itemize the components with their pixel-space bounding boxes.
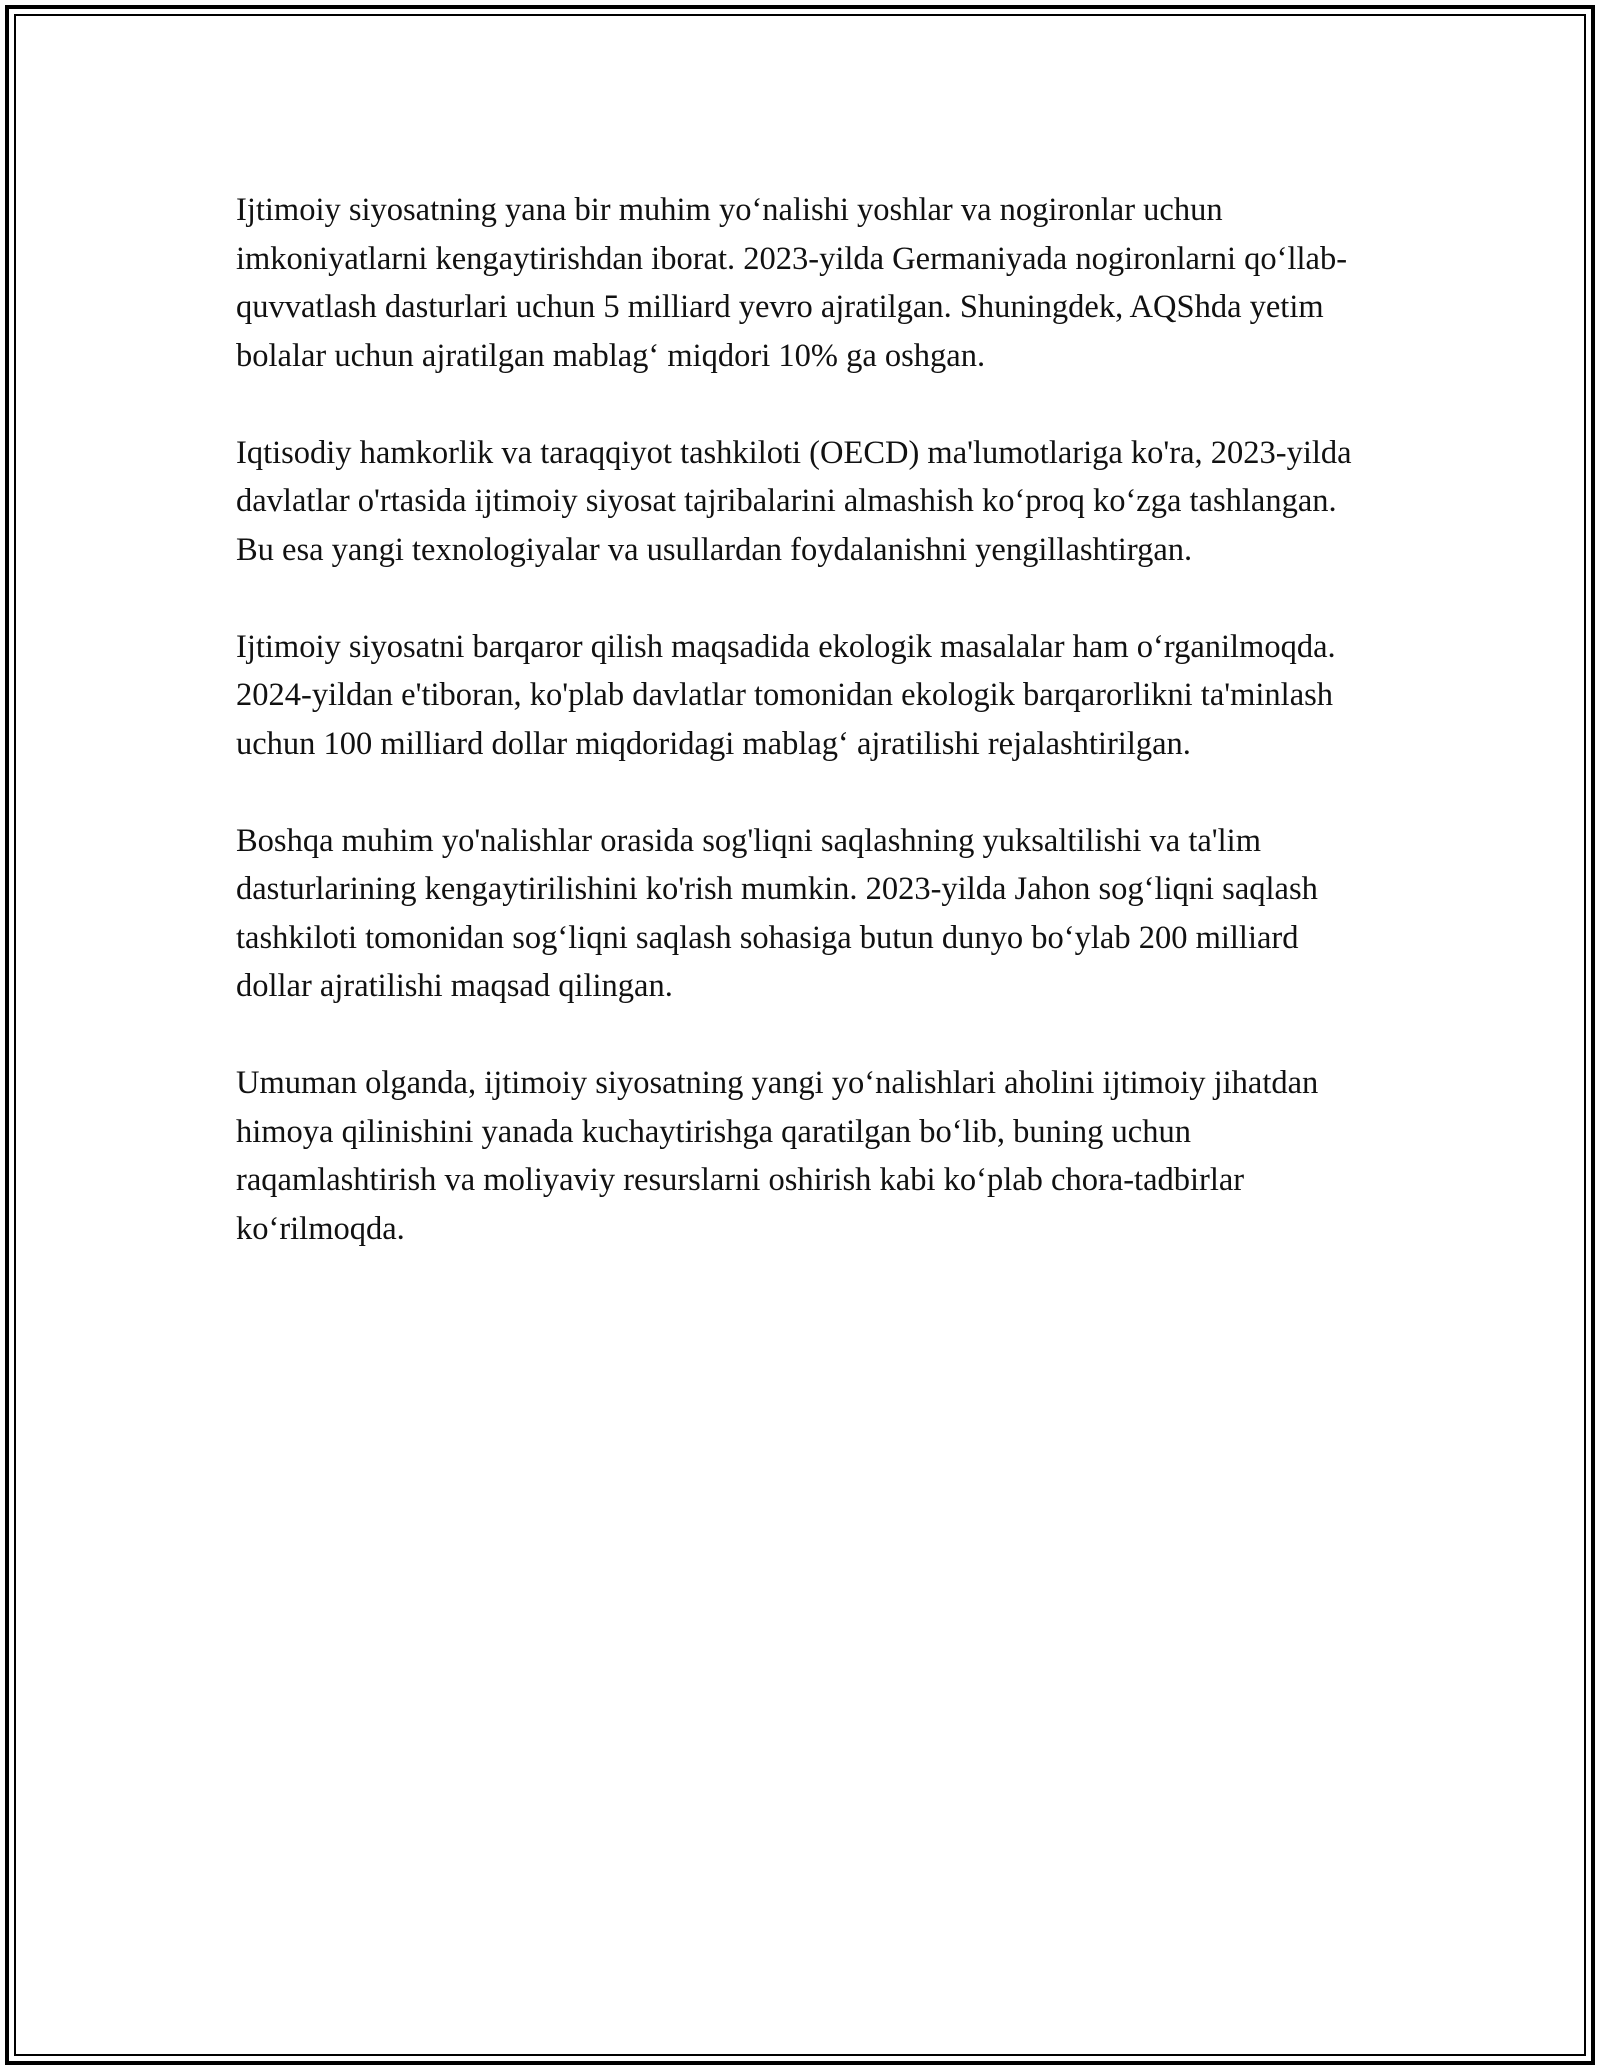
paragraph-5: Umuman olganda, ijtimoiy siyosatning yangi yo‘nalishlari aholini ijtimoiy jihatdan himoya qilinishini yanada kuchaytirishga qaratilgan bo‘lib, buning uchun raqamlashtirish va moliyaviy resurslarni oshirish kabi ko‘plab chora-tadbirlar ko‘rilmoqda. [236,1065,1319,1247]
paragraph-1: Ijtimoiy siyosatning yana bir muhim yo‘nalishi yoshlar va nogironlar uchun imkoniyatlarni kengaytirishdan iborat. 2023-yilda Germaniyada nogironlarni qo‘llab-quvvatlash dasturlari uchun 5 milliard yevro ajratilgan. Shuningdek, AQShda yetim bolalar uchun ajratilgan mablag‘ miqdori 10% ga oshgan. [236,192,1348,374]
paragraph-3: Ijtimoiy siyosatni barqaror qilish maqsadida ekologik masalalar ham o‘rganilmoqda. 2024-yildan e'tiboran, ko'plab davlatlar tomonidan ekologik barqarorlikni ta'minlash uchun 100 milliard dollar miqdoridagi mablag‘ ajratilishi rejalashtirilgan. [236,628,1336,762]
paragraph-2: Iqtisodiy hamkorlik va taraqqiyot tashkiloti (OECD) ma'lumotlariga ko'ra, 2023-yilda davlatlar o'rtasida ijtimoiy siyosat tajribalarini almashish ko‘proq ko‘zga tashlangan. Bu esa yangi texnologiyalar va usullardan foydalanishni yengillashtirgan. [236,434,1352,568]
paragraph-4: Boshqa muhim yo'nalishlar orasida sog'liqni saqlashning yuksaltilishi va ta'lim dasturlarining kengaytirilishini ko'rish mumkin. 2023-yilda Jahon sog‘liqni saqlash tashkiloti tomonidan sog‘liqni saqlash sohasiga butun dunyo bo‘ylab 200 milliard dollar ajratilishi maqsad qilingan. [236,822,1318,1004]
document-body [236,186,1366,1302]
